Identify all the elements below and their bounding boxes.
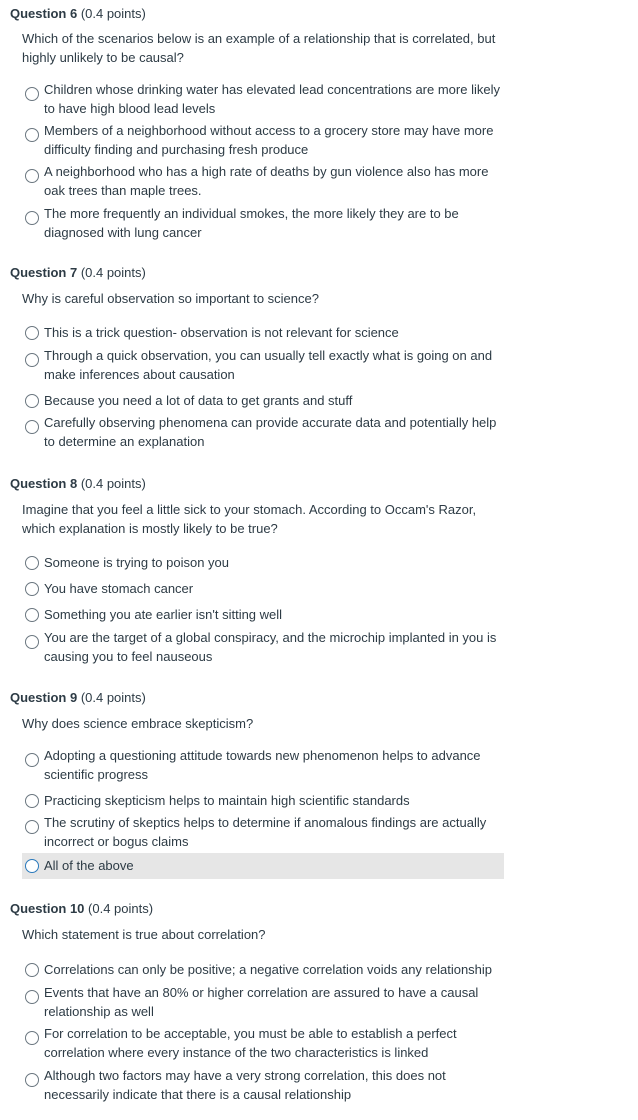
answer-option[interactable] [22, 553, 504, 573]
question-number: Question 10 [10, 901, 85, 916]
question-number: Question 6 [10, 6, 78, 21]
question-points: (0.4 points) [80, 476, 146, 491]
radio-button[interactable] [25, 1031, 39, 1045]
answer-option[interactable] [22, 813, 504, 851]
question-points: (0.4 points) [80, 265, 146, 280]
radio-button[interactable] [25, 128, 39, 142]
radio-button[interactable] [25, 326, 39, 340]
option-text: Although two factors may have a very strong correlation, this does not necessarily indicate that there is a causal relationship [44, 1068, 446, 1102]
option-text: A neighborhood who has a high rate of deaths by gun violence also has more oak trees than maple trees. [44, 164, 489, 198]
option-text: Members of a neighborhood without access to a grocery store may have more difficulty finding and purchasing fresh produce [44, 123, 494, 157]
answer-option[interactable] [22, 579, 504, 599]
option-text: Someone is trying to poison you [44, 555, 229, 570]
radio-button[interactable] [25, 635, 39, 649]
option-text: Because you need a lot of data to get grants and stuff [44, 393, 353, 408]
question-points: (0.4 points) [88, 901, 154, 916]
option-text: Children whose drinking water has elevated lead concentrations are more likely to have high blood lead levels [44, 82, 500, 116]
radio-button[interactable] [25, 87, 39, 101]
question-text: Which statement is true about correlation? [22, 927, 266, 942]
answer-option[interactable] [22, 162, 504, 200]
radio-button[interactable] [25, 608, 39, 622]
option-text: Events that have an 80% or higher correlation are assured to have a causal relationship as well [44, 985, 479, 1019]
answer-option[interactable] [22, 983, 504, 1021]
question-points: (0.4 points) [80, 6, 146, 21]
answer-option[interactable] [22, 628, 504, 666]
option-text: The scrutiny of skeptics helps to determine if anomalous findings are actually incorrect or bogus claims [44, 815, 487, 849]
option-text: You are the target of a global conspiracy, and the microchip implanted in you is causing you to feel nauseous [44, 630, 497, 664]
answer-option[interactable] [22, 791, 504, 811]
answer-option[interactable] [22, 605, 504, 625]
answer-option[interactable] [22, 121, 504, 159]
option-text: This is a trick question- observation is not relevant for science [44, 325, 399, 340]
radio-button[interactable] [25, 211, 39, 225]
radio-button[interactable] [25, 859, 39, 873]
answer-option[interactable] [22, 204, 504, 242]
radio-button[interactable] [25, 353, 39, 367]
option-text: All of the above [44, 858, 134, 873]
radio-button[interactable] [25, 990, 39, 1004]
question-text: Imagine that you feel a little sick to your stomach. According to Occam's Razor, which explanation is mostly likely to be true? [22, 502, 477, 536]
radio-button[interactable] [25, 963, 39, 977]
option-text: You have stomach cancer [44, 581, 194, 596]
answer-option-hovered[interactable] [22, 853, 504, 879]
answer-option[interactable] [22, 391, 504, 411]
question-text: Which of the scenarios below is an example of a relationship that is correlated, but highly unlikely to be causal? [22, 31, 496, 65]
radio-button[interactable] [25, 394, 39, 408]
option-text: The more frequently an individual smokes, the more likely they are to be diagnosed with lung cancer [44, 206, 459, 240]
answer-option[interactable] [22, 960, 504, 980]
answer-option[interactable] [22, 746, 504, 784]
question-number: Question 8 [10, 476, 78, 491]
radio-button[interactable] [25, 556, 39, 570]
option-text: Practicing skepticism helps to maintain high scientific standards [44, 793, 410, 808]
question-number: Question 7 [10, 265, 78, 280]
option-text: For correlation to be acceptable, you must be able to establish a perfect correlation where every instance of the two characteristics is linked [44, 1026, 457, 1060]
radio-button[interactable] [25, 1073, 39, 1087]
question-header [10, 901, 153, 916]
radio-button[interactable] [25, 794, 39, 808]
radio-button[interactable] [25, 582, 39, 596]
question-text: Why does science embrace skepticism? [22, 716, 254, 731]
question-header [10, 476, 146, 491]
answer-option[interactable] [22, 413, 504, 451]
option-text: Carefully observing phenomena can provide accurate data and potentially help to determine an explanation [44, 415, 497, 449]
option-text: Something you ate earlier isn't sitting well [44, 607, 283, 622]
option-text: Correlations can only be positive; a negative correlation voids any relationship [44, 962, 493, 977]
question-points: (0.4 points) [80, 690, 146, 705]
answer-option[interactable] [22, 346, 504, 384]
radio-button[interactable] [25, 820, 39, 834]
answer-option[interactable] [22, 1066, 504, 1104]
answer-option[interactable] [22, 1024, 504, 1062]
question-text: Why is careful observation so important to science? [22, 291, 319, 306]
radio-button[interactable] [25, 753, 39, 767]
option-text: Through a quick observation, you can usually tell exactly what is going on and make inferences about causation [44, 348, 493, 382]
radio-button[interactable] [25, 169, 39, 183]
answer-option[interactable] [22, 80, 504, 118]
question-header [10, 6, 146, 21]
question-header [10, 690, 146, 705]
question-number: Question 9 [10, 690, 78, 705]
question-header [10, 265, 146, 280]
radio-button[interactable] [25, 420, 39, 434]
answer-option[interactable] [22, 323, 504, 343]
option-text: Adopting a questioning attitude towards new phenomenon helps to advance scientific progress [44, 748, 481, 782]
